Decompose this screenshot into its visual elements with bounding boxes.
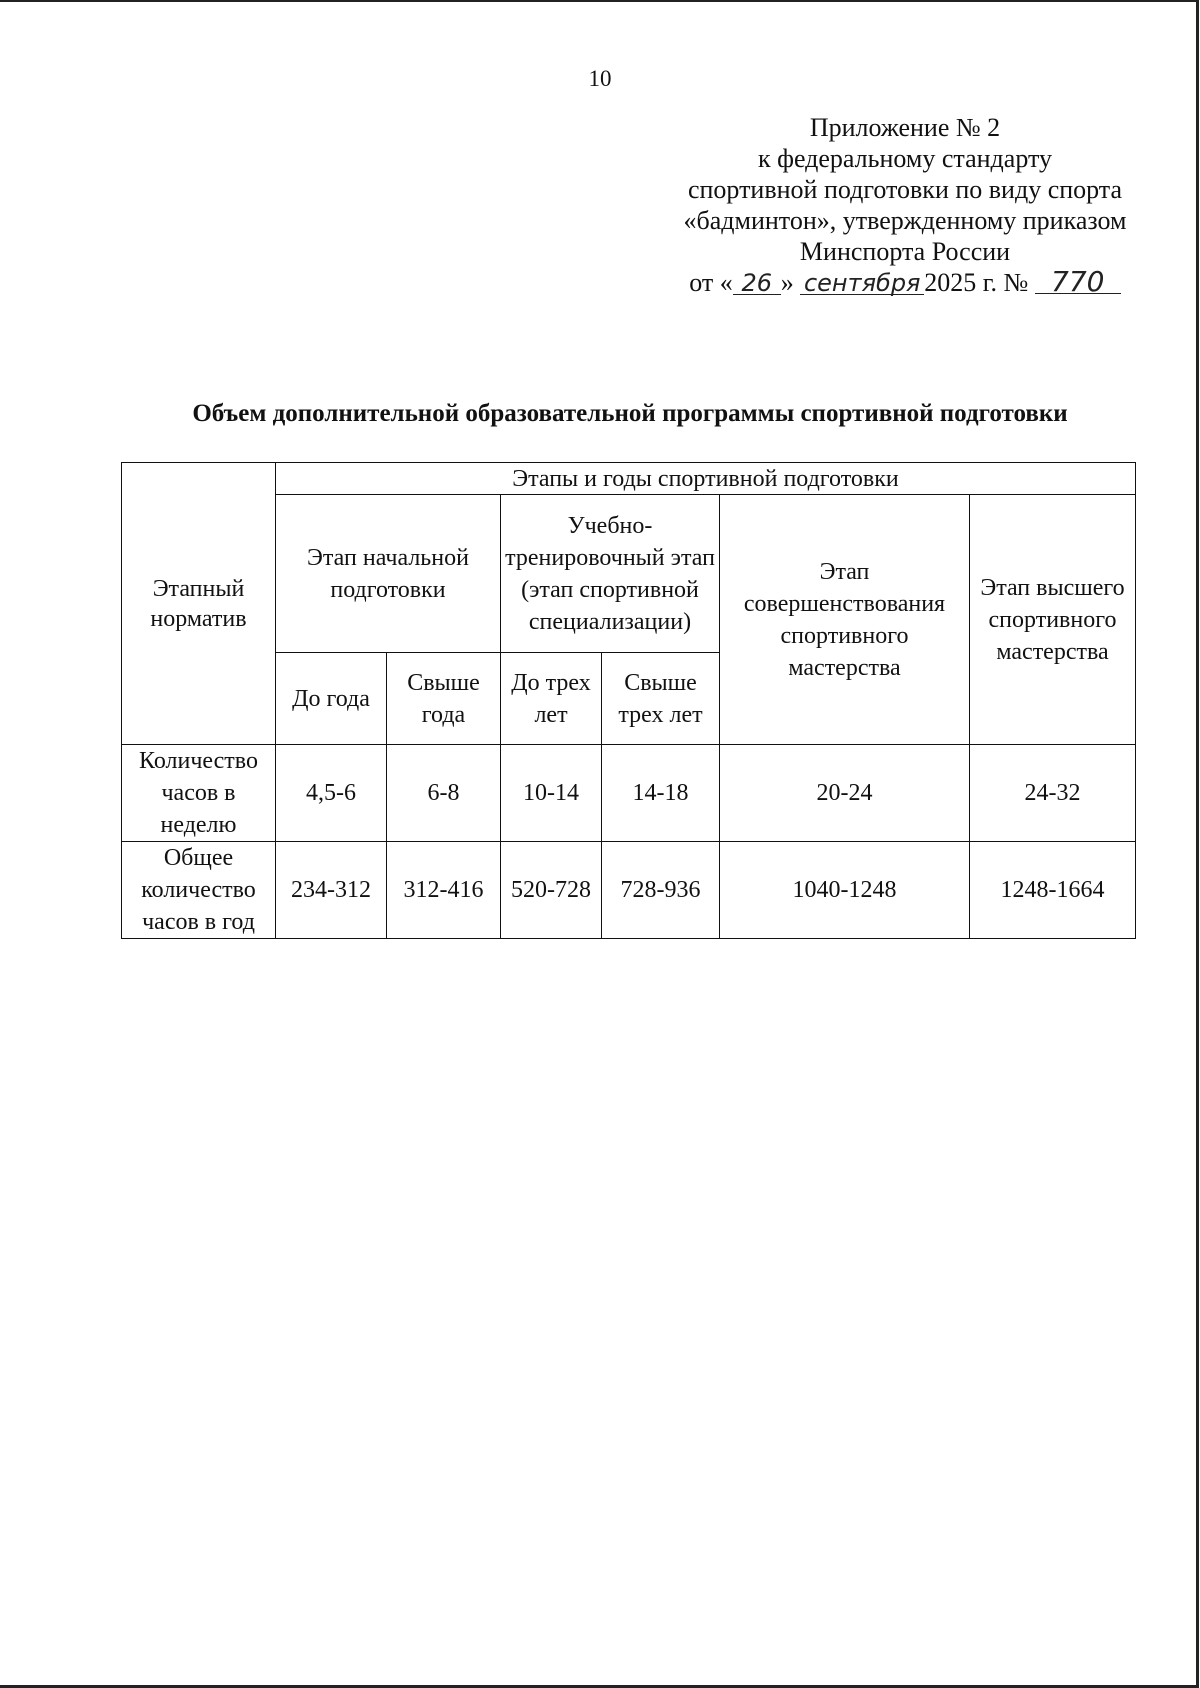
improvement-stage-header: Этап совершенствования спортивного мастерства (720, 495, 970, 745)
order-prefix: от « (689, 268, 733, 297)
appendix-line-4: «бадминтон», утвержденному приказом (683, 206, 1127, 235)
table-cell: 1248-1664 (970, 842, 1136, 939)
table-cell: 24-32 (970, 745, 1136, 842)
sub-header-up-to-three: До трех лет (501, 653, 602, 745)
table-cell: 4,5-6 (276, 745, 387, 842)
initial-stage-header: Этап начальной подготовки (276, 495, 501, 653)
appendix-line-5: Минспорта России (799, 237, 1011, 266)
appendix-line-1: Приложение № 2 (809, 113, 1001, 142)
table-cell: 312-416 (387, 842, 501, 939)
page-number: 10 (588, 66, 612, 91)
stages-group-header: Этапы и годы спортивной подготовки (276, 463, 1136, 495)
header-row-1 (122, 463, 1136, 495)
order-mid: » (780, 268, 794, 297)
hours-table (121, 462, 1136, 939)
row-label: Общее количество часов в год (122, 842, 276, 939)
table-cell: 728-936 (602, 842, 720, 939)
order-number: 770 (1035, 271, 1121, 294)
document-title: Объем дополнительной образовательной программы спортивной подготовки (192, 400, 1068, 427)
appendix-line-2: к федеральному стандарту (757, 144, 1053, 173)
order-line (620, 267, 1190, 298)
table-cell: 6-8 (387, 745, 501, 842)
table-cell: 20-24 (720, 745, 970, 842)
table-cell: 234-312 (276, 842, 387, 939)
sub-header-over-year: Свыше года (387, 653, 501, 745)
table-cell: 1040-1248 (720, 842, 970, 939)
order-day: 26 (733, 272, 781, 295)
sub-header-over-three: Свыше трех лет (602, 653, 720, 745)
sub-header-up-to-year: До года (276, 653, 387, 745)
order-month: сентября (800, 272, 924, 295)
table-row (122, 745, 1136, 842)
table-row (122, 842, 1136, 939)
corner-header: Этапный норматив (122, 463, 276, 745)
training-stage-header: Учебно-тренировочный этап (этап спортивной специализации) (501, 495, 720, 653)
highest-stage-header: Этап высшего спортивного мастерства (970, 495, 1136, 745)
table-cell: 14-18 (602, 745, 720, 842)
appendix-block (620, 112, 1190, 298)
appendix-line-3: спортивной подготовки по виду спорта (687, 175, 1123, 204)
table-cell: 520-728 (501, 842, 602, 939)
row-label: Количество часов в неделю (122, 745, 276, 842)
table-cell: 10-14 (501, 745, 602, 842)
order-year: 2025 г. № (924, 268, 1029, 297)
